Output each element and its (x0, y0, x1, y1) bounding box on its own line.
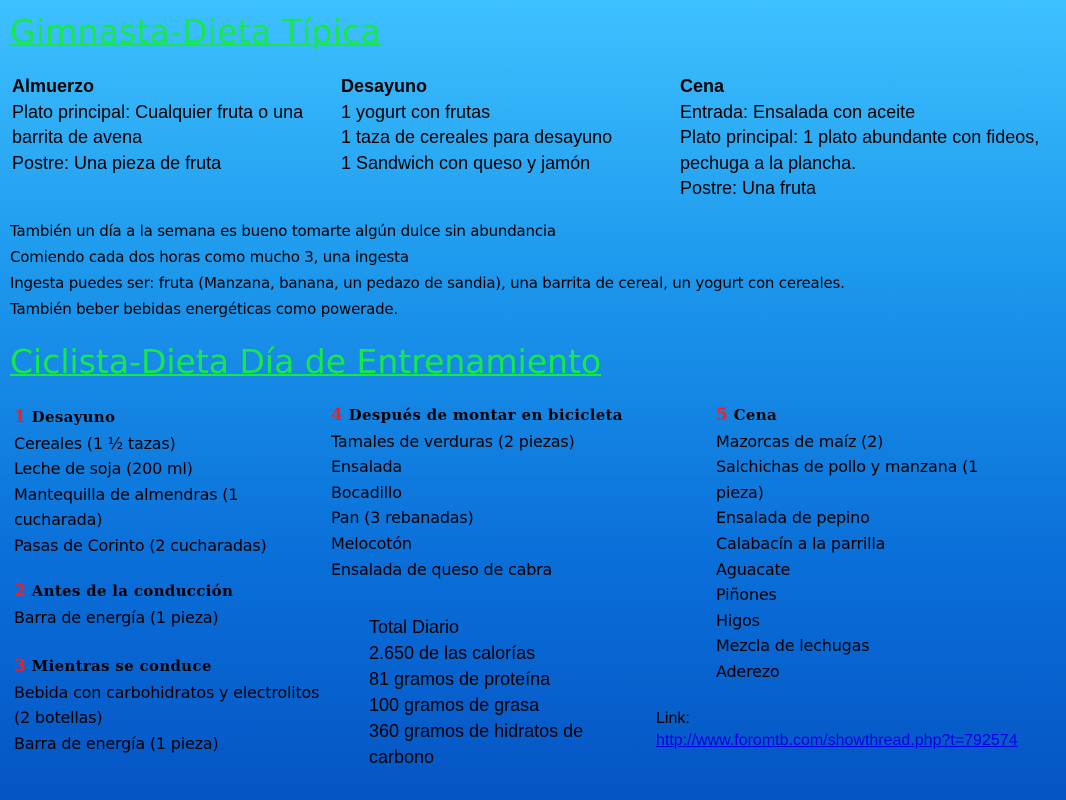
daily-total (369, 614, 629, 770)
meal-heading: Cena (680, 76, 725, 96)
total-line: 360 gramos de hidratos de carbono (369, 721, 584, 767)
section-item: Salchichas de pollo y manzana (1 pieza) (716, 457, 979, 502)
meal-desayuno (341, 74, 671, 176)
section-item: Ensalada de queso de cabra (331, 559, 553, 579)
note-line: Comiendo cada dos horas como mucho 3, una ingesta (10, 248, 409, 266)
section-item: Barra de energía (1 pieza) (14, 607, 219, 627)
section-heading (14, 579, 324, 605)
note-line: También beber bebidas energéticas como powerade. (10, 300, 398, 318)
total-line: Total Diario (369, 617, 460, 637)
section-heading (331, 403, 691, 429)
cyclist-title: Ciclista-Dieta Día de Entrenamiento (10, 342, 602, 381)
meal-line: Postre: Una pieza de fruta (12, 152, 222, 173)
meal-heading: Almuerzo (12, 76, 95, 96)
meal-line: 1 Sandwich con queso y jamón (341, 152, 591, 173)
cyclist-section-despues (331, 403, 691, 582)
meal-line: Plato principal: Cualquier fruta o una barrita de avena (12, 101, 304, 147)
meal-line: Plato principal: 1 plato abundante con fideos, pechuga a la plancha. (680, 127, 1040, 173)
section-number: 3 (14, 656, 27, 676)
total-line: 2.650 de las calorías (369, 643, 536, 663)
section-item: Cereales (1 ½ tazas) (14, 433, 176, 453)
source-link[interactable]: http://www.foromtb.com/showthread.php?t=792574 (656, 732, 1018, 749)
section-item: Ensalada de pepino (716, 508, 870, 528)
cyclist-section-cena (716, 403, 1026, 685)
meal-line: Entrada: Ensalada con aceite (680, 101, 916, 122)
source-link-block (656, 708, 1061, 752)
note-line: Ingesta puedes ser: fruta (Manzana, banana, un pedazo de sandia), una barrita de cereal, un yogurt con cereales. (10, 274, 845, 292)
section-item: Barra de energía (1 pieza) (14, 733, 219, 753)
cyclist-section-desayuno (14, 405, 324, 559)
section-heading-text: Después de montar en bicicleta (348, 406, 623, 424)
meal-cena (680, 74, 1055, 202)
section-item: Piñones (716, 585, 777, 605)
total-line: 81 gramos de proteína (369, 669, 551, 689)
section-item: Higos (716, 610, 760, 630)
meal-line: 1 taza de cereales para desayuno (341, 127, 613, 147)
section-item: Ensalada (331, 457, 403, 477)
section-item: Mazorcas de maíz (2) (716, 431, 884, 451)
section-heading (716, 403, 1026, 429)
section-item: Mantequilla de almendras (1 cucharada) (14, 484, 239, 530)
section-heading-text: Antes de la conducción (31, 582, 234, 600)
gymnast-notes (10, 218, 1060, 322)
gymnast-title: Gimnasta-Dieta Típica (10, 12, 381, 51)
section-item: Aderezo (716, 661, 780, 681)
link-label: Link: (656, 710, 690, 727)
section-heading-text: Desayuno (31, 408, 116, 426)
meal-line: 1 yogurt con frutas (341, 101, 491, 122)
section-item: Bocadillo (331, 482, 402, 502)
meal-almuerzo (12, 74, 332, 176)
section-number: 2 (14, 581, 27, 601)
total-line: 100 gramos de grasa (369, 695, 540, 715)
section-item: Leche de soja (200 ml) (14, 459, 193, 479)
section-item: Tamales de verduras (2 piezas) (331, 431, 575, 451)
cyclist-section-antes (14, 579, 324, 630)
section-number: 5 (716, 405, 729, 425)
section-number: 1 (14, 407, 27, 427)
section-item: Melocotón (331, 533, 412, 553)
section-item: Mezcla de lechugas (716, 636, 870, 656)
section-heading (14, 654, 324, 680)
section-item: Pasas de Corinto (2 cucharadas) (14, 535, 267, 555)
section-heading-text: Cena (733, 406, 777, 424)
cyclist-section-mientras (14, 654, 324, 756)
section-number: 4 (331, 405, 344, 425)
section-item: Bebida con carbohidratos y electrolitos (2 botellas) (14, 682, 320, 728)
section-item: Calabacín a la parrilla (716, 533, 886, 553)
meal-line: Postre: Una fruta (680, 178, 817, 198)
section-heading-text: Mientras se conduce (31, 657, 212, 675)
meal-heading: Desayuno (341, 76, 428, 96)
section-item: Aguacate (716, 559, 791, 579)
section-heading (14, 405, 324, 431)
note-line: También un día a la semana es bueno tomarte algún dulce sin abundancia (10, 222, 556, 240)
section-item: Pan (3 rebanadas) (331, 508, 474, 528)
